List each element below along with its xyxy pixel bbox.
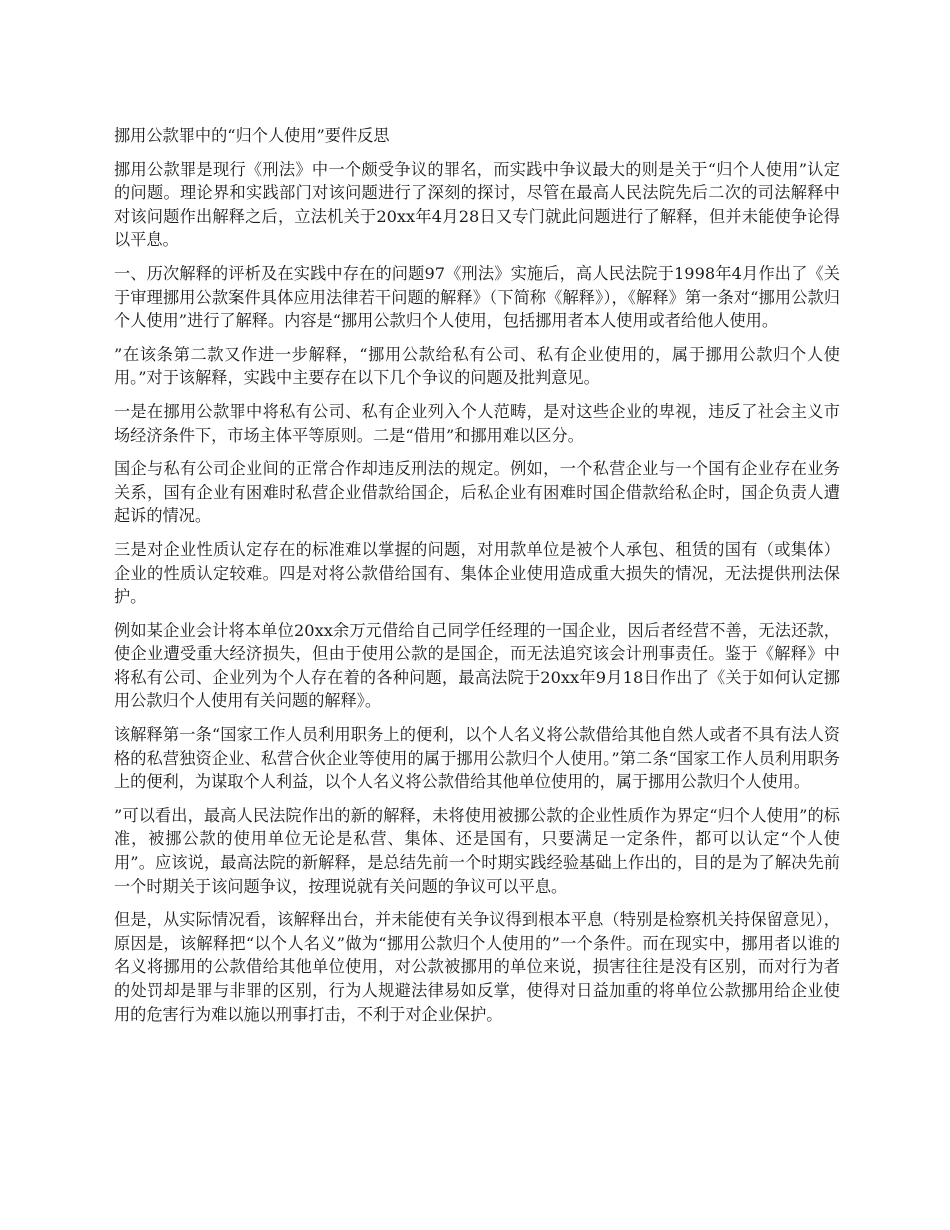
document-title: 挪用公款罪中的“归个人使用”要件反思 — [114, 126, 390, 145]
paragraph-5: 国企与私有公司企业间的正常合作却违反刑法的规定。例如，一个私营企业与一个国有企业存在业务关系，国有企业有困难时私营企业借款给国企，后私企业有困难时国企借款给私企时，国企负责人遭起诉的情况。 — [114, 459, 840, 526]
paragraph-8: 该解释第一条“国家工作人员利用职务上的便利，以个人名义将公款借给其他自然人或者不具有法人资格的私营独资企业、私营合伙企业等使用的属于挪用公款归个人使用。”第二条“国家工作人员利用职务上的便利，为谋取个人利益，以个人名义将公款借给其他单位使用的，属于挪用公款归个人使用。 — [114, 725, 840, 792]
paragraph-2: 一、历次解释的评析及在实践中存在的问题97《刑法》实施后，高人民法院于1998年4月作出了《关于审理挪用公款案件具体应用法律若干问题的解释》（下简称《解释》），《解释》第一条对“挪用公款归个人使用”进行了解释。内容是“挪用公款归个人使用，包括挪用者本人使用或者给他人使用。 — [114, 263, 840, 331]
paragraph-7: 例如某企业会计将本单位20xx余万元借给自己同学任经理的一国企业，因后者经营不善，无法还款，使企业遭受重大经济损失，但由于使用公款的是国企，而无法追究该会计刑事责任。鉴于《解释》中将私有公司、企业列为个人存在着的各种问题，最高法院于20xx年9月18日作出了《关于如何认定挪用公款归个人使用有关问题的解释》。 — [114, 620, 840, 711]
paragraph-9: ”可以看出，最高人民法院作出的新的解释，未将使用被挪公款的企业性质作为界定“归个人使用”的标准，被挪公款的使用单位无论是私营、集体、还是国有，只要满足一定条件，都可以认定“个人使用”。应该说，最高法院的新解释，是总结先前一个时期实践经验基础上作出的，目的是为了解决先前一个时期关于该问题争议，按理说就有关问题的争议可以平息。 — [114, 805, 840, 896]
paragraph-1: 挪用公款罪是现行《刑法》中一个颇受争议的罪名，而实践中争议最大的则是关于“归个人使用”认定的问题。理论界和实践部门对该问题进行了深刻的探讨，尽管在最高人民法院先后二次的司法解释中对该问题作出解释之后，立法机关于20xx年4月28日又专门就此问题进行了解释，但并未能使争论得以平息。 — [114, 159, 840, 250]
paragraph-6: 三是对企业性质认定存在的标准难以掌握的问题，对用款单位是被个人承包、租赁的国有（或集体）企业的性质认定较难。四是对将公款借给国有、集体企业使用造成重大损失的情况，无法提供刑法保护。 — [114, 539, 840, 607]
paragraph-4: 一是在挪用公款罪中将私有公司、私有企业列入个人范畴，是对这些企业的卑视，违反了社会主义市场经济条件下，市场主体平等原则。二是“借用”和挪用难以区分。 — [114, 401, 840, 445]
document-page — [114, 124, 840, 1036]
paragraph-3: ”在该条第二款又作进一步解释，“挪用公款给私有公司、私有企业使用的，属于挪用公款归个人使用。”对于该解释，实践中主要存在以下几个争议的问题及批判意见。 — [114, 344, 840, 388]
paragraph-10: 但是，从实际情况看，该解释出台，并未能使有关争议得到根本平息（特别是检察机关持保留意见），原因是，该解释把“以个人名义”做为“挪用公款归个人使用的”一个条件。而在现实中，挪用者以谁的名义将挪用的公款借给其他单位使用，对公款被挪用的单位来说，损害往往是没有区别，而对行为者的处罚却是罪与非罪的区别，行为人规避法律易如反掌，使得对日益加重的将单位公款挪用给企业使用的危害行为难以施以刑事打击，不利于对企业保护。 — [114, 910, 840, 1024]
